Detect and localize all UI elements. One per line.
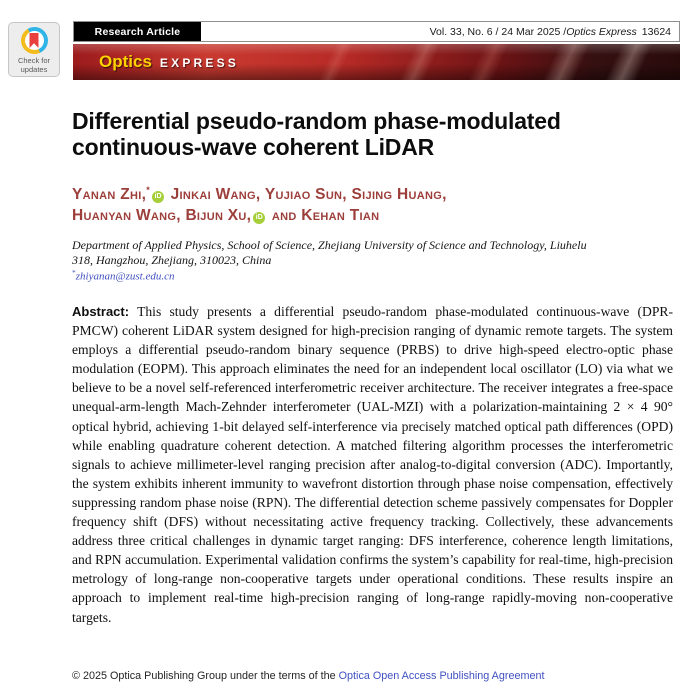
author-name: Sijing Huang, bbox=[351, 186, 447, 203]
author-name: Yujiao Sun, bbox=[264, 186, 347, 203]
first-page-number: 13624 bbox=[641, 25, 671, 38]
volume-info-prefix: Vol. 33, No. 6 / 24 Mar 2025 / bbox=[429, 25, 567, 38]
journal-header bbox=[73, 21, 680, 80]
author-name: Jinkai Wang, bbox=[170, 186, 261, 203]
author-name: Huanyan Wang, bbox=[72, 207, 181, 224]
page-title bbox=[72, 108, 677, 160]
abstract-label: Abstract: bbox=[72, 304, 130, 319]
author-line bbox=[72, 205, 677, 226]
copyright-line bbox=[72, 670, 545, 682]
license-agreement-link[interactable]: Optica Open Access Publishing Agreement bbox=[338, 670, 545, 682]
author-list bbox=[72, 184, 677, 226]
abstract bbox=[72, 302, 673, 627]
author-name: Bijun Xu, bbox=[185, 207, 252, 224]
corresponding-email-line bbox=[72, 268, 174, 283]
email-link[interactable]: zhiyanan@zust.edu.cn bbox=[75, 270, 175, 283]
page-title-line2: continuous-wave coherent LiDAR bbox=[72, 134, 435, 160]
copyright-text: © 2025 Optica Publishing Group under the terms of the bbox=[72, 670, 339, 682]
email-marker: * bbox=[72, 268, 76, 277]
corresponding-author-asterisk: * bbox=[146, 184, 151, 195]
check-for-updates-label bbox=[18, 57, 50, 74]
volume-info bbox=[201, 22, 679, 41]
author-name: and Kehan Tian bbox=[271, 207, 380, 224]
author-line bbox=[72, 184, 677, 205]
affiliation bbox=[72, 238, 677, 267]
article-type-label: Research Article bbox=[74, 22, 201, 41]
check-for-updates-badge[interactable] bbox=[8, 22, 60, 77]
abstract-text: This study presents a differential pseudo-random phase-modulated continuous-wave (DPR-PMCW) coherent LiDAR system designed for high-precision ranging of dynamic remote targets. The system employs a differential pseudo-random binary sequence (PRBS) to drive high-speed electro-optic phase modulation (EOPM). This approach eliminates the need for an independent local oscillator (LO) via what we believe to be a novel self-referenced interferometric receiver architecture. The receiver integrates a free-space unequal-arm-length Mach-Zehnder interferometer (UAL-MZI) with a polarization-maintaining 2 × 4 90° optical hybrid, achieving 1-bit delayed self-interference via precisely matched optical path differences (OPD) while enabling quadrature coherent detection. A matched filtering algorithm processes the interferometric signals to achieve millimeter-level ranging precision after analog-to-digital conversion (ADC). Importantly, the system exhibits inherent immunity to wavefront distortion through phase noise compensation, effectively suppressing random phase noise (RPN). The differential detection scheme passively compensates for Doppler frequency shift (DFS) without necessitating active frequency tracking. Collectively, these advancements address three critical challenges in dynamic target ranging: DFS interference, coherence length limitations, and RPN accumulation. Experimental validation confirms the system’s capability for real-time, high-precision metrology of long-range non-cooperative targets under operational conditions. These results inspire an approach to implement real-time high-precision ranging of long-range rapidly-moving non-cooperative targets. bbox=[72, 304, 673, 625]
author-name: Yanan Zhi, bbox=[72, 186, 147, 203]
page-title-line1: Differential pseudo-random phase-modulated bbox=[72, 108, 561, 134]
affiliation-line2: 318, Hangzhou, Zhejiang, 310023, China bbox=[72, 252, 272, 267]
journal-name: Optics Express bbox=[566, 25, 637, 38]
brand-express-wordmark: EXPRESS bbox=[159, 56, 239, 70]
check-for-updates-label-line1: Check for bbox=[17, 56, 51, 65]
affiliation-line1: Department of Applied Physics, School of Science, Zhejiang University of Science and Technology, Liuhelu bbox=[72, 238, 587, 252]
crossmark-icon bbox=[21, 27, 48, 54]
check-for-updates-label-line2: updates bbox=[20, 64, 48, 74]
optics-express-banner bbox=[73, 44, 680, 80]
header-meta-row bbox=[73, 21, 680, 42]
orcid-icon[interactable]: iD bbox=[253, 212, 265, 224]
brand-optics-wordmark: Optics bbox=[99, 52, 152, 71]
orcid-icon[interactable]: iD bbox=[152, 191, 164, 203]
